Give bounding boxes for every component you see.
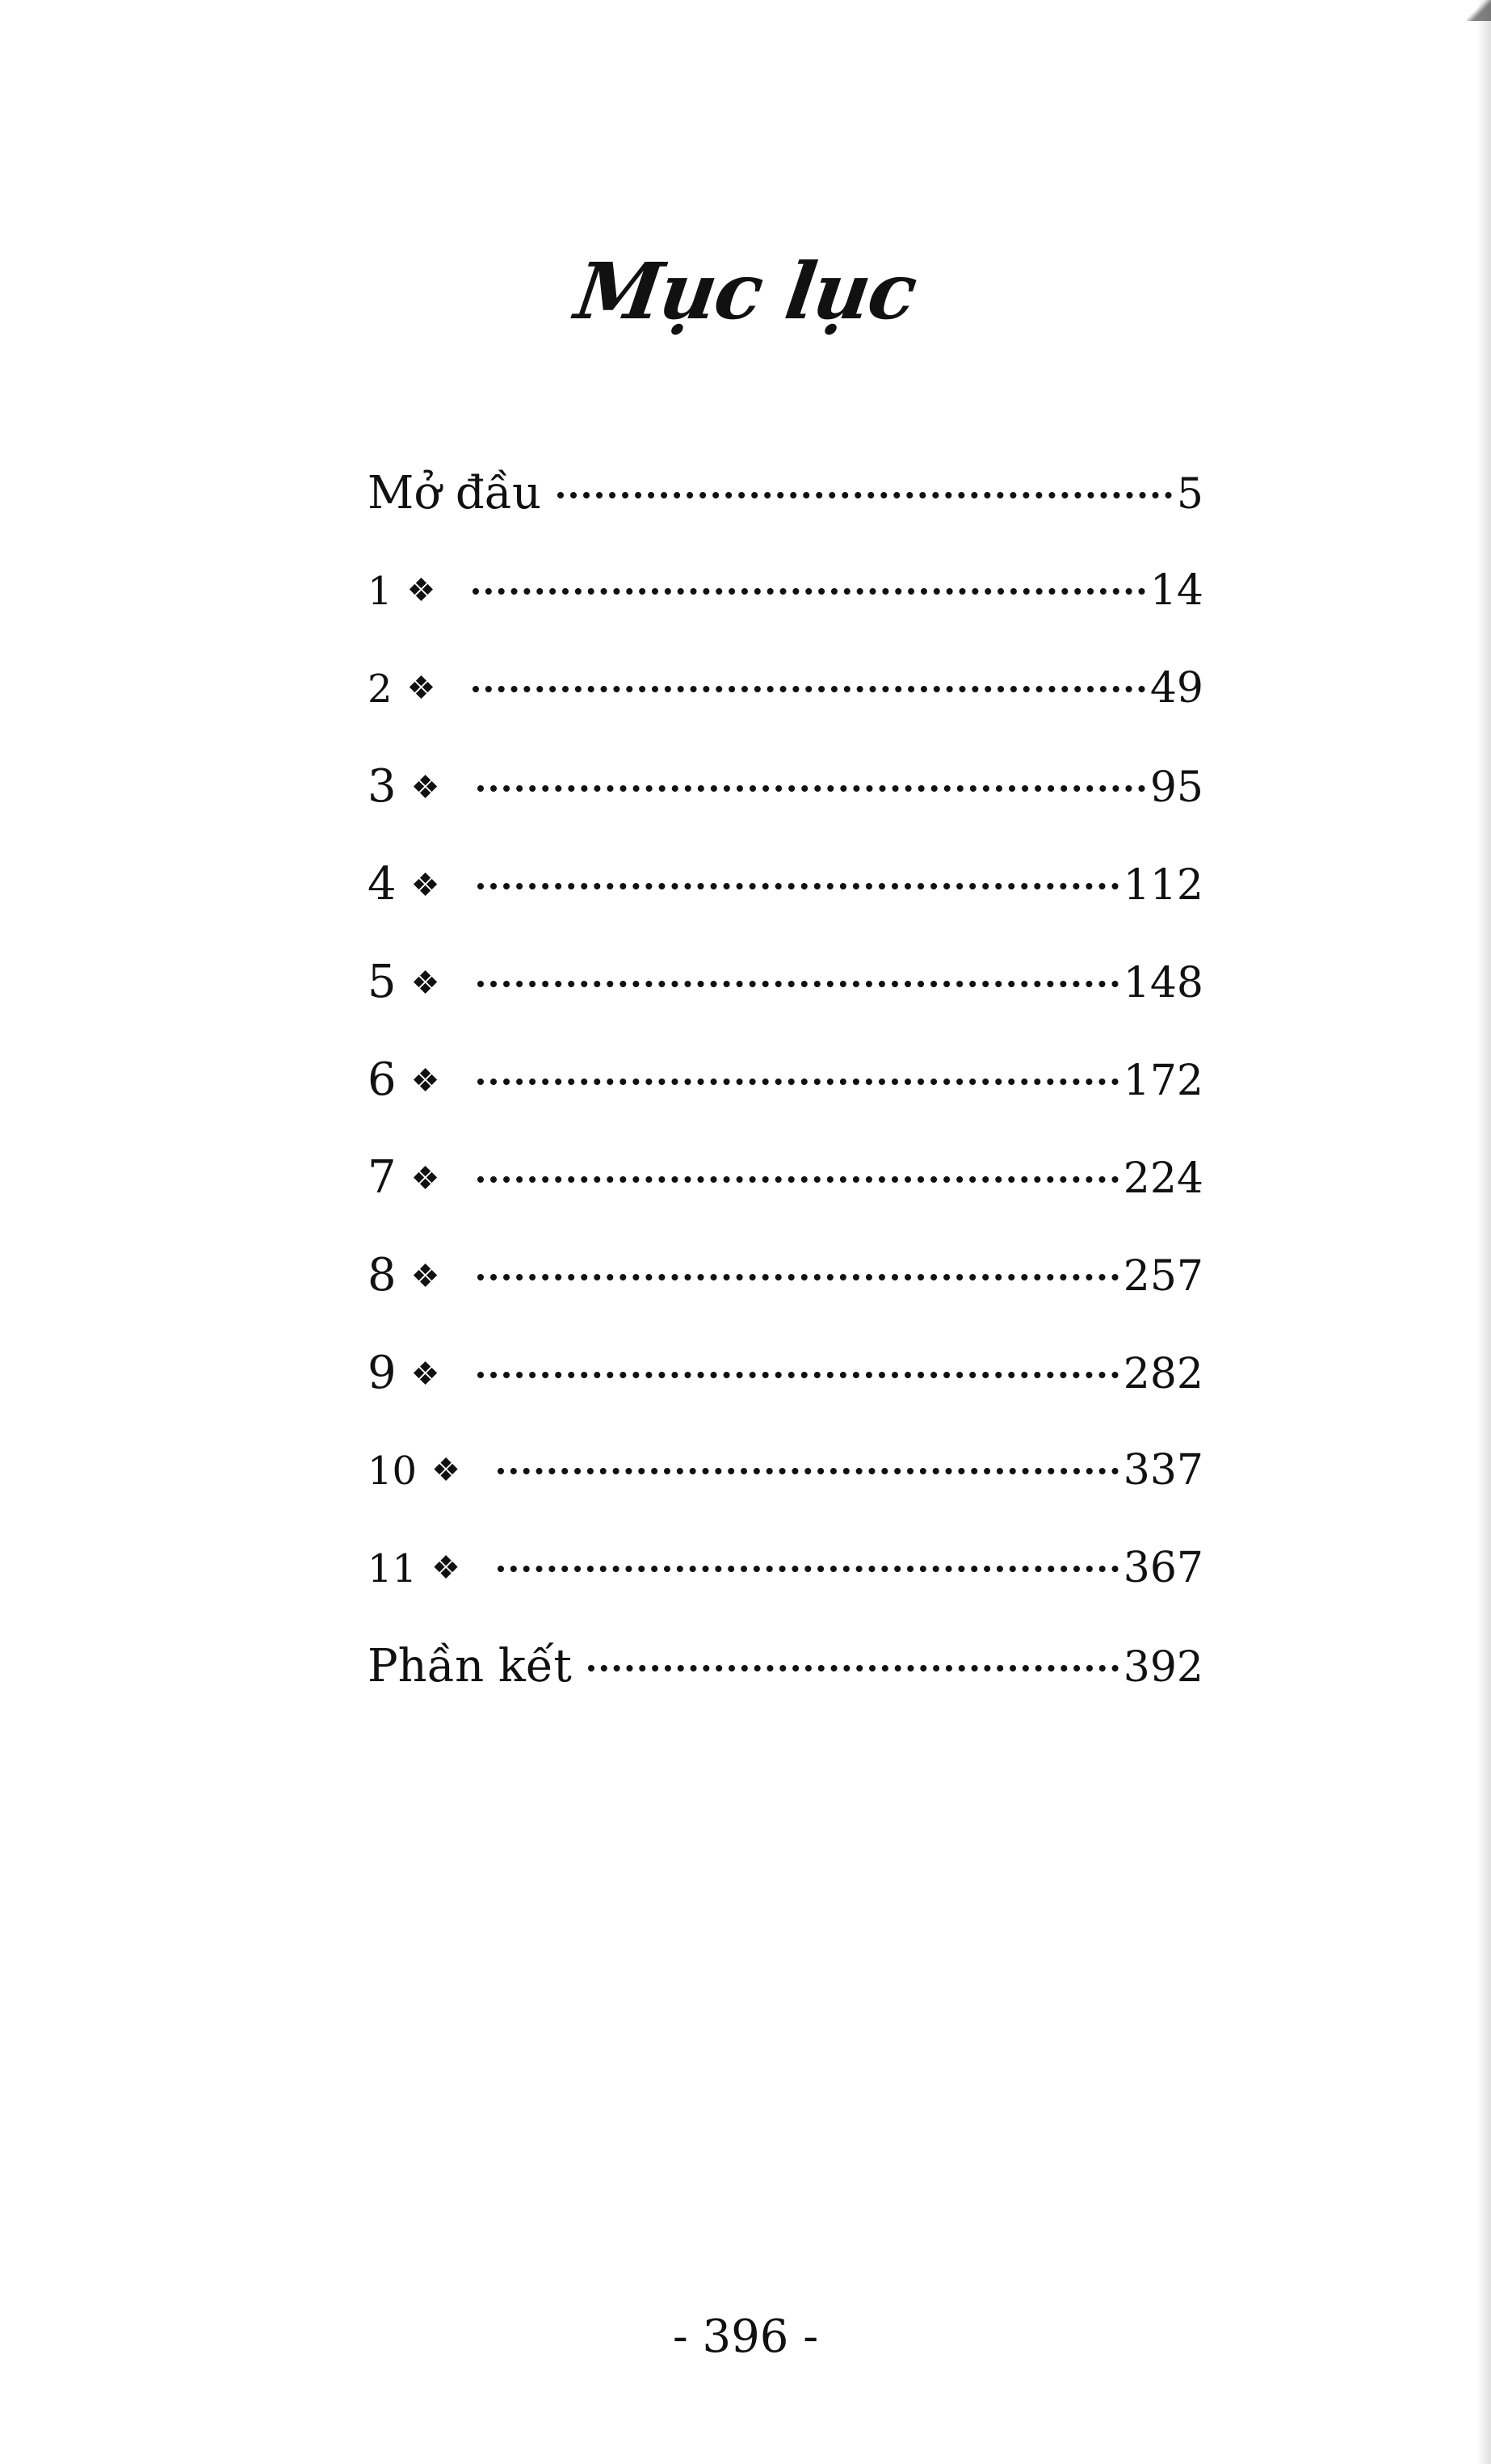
toc-entry-label: 5 bbox=[368, 956, 397, 1008]
diamond-bullet-icon: ❖ bbox=[410, 1160, 440, 1197]
toc-entry-label: 7 bbox=[368, 1151, 397, 1204]
toc-entry-page: 282 bbox=[1123, 1350, 1203, 1398]
dot-leader bbox=[588, 1665, 1119, 1671]
dot-leader bbox=[498, 1566, 1119, 1572]
toc-entry-chapter-8 bbox=[368, 1226, 1203, 1324]
diamond-bullet-icon: ❖ bbox=[406, 572, 436, 609]
page-number: - 396 - bbox=[672, 2311, 819, 2363]
diamond-bullet-icon: ❖ bbox=[410, 1062, 440, 1100]
table-of-contents bbox=[368, 444, 1203, 1715]
toc-entry-label: Mở đầu bbox=[368, 467, 542, 519]
toc-entry-label: 9 bbox=[368, 1347, 397, 1399]
page-edge-shadow bbox=[1476, 0, 1491, 2464]
toc-entry-page: 257 bbox=[1123, 1252, 1203, 1301]
toc-entry-page: 392 bbox=[1123, 1643, 1203, 1692]
toc-entry-label: 1 bbox=[368, 569, 393, 614]
diamond-bullet-icon: ❖ bbox=[410, 1258, 440, 1295]
toc-entry-label: Phần kết bbox=[368, 1640, 572, 1692]
page-corner-mark bbox=[1467, 0, 1491, 21]
toc-entry-label: 4 bbox=[368, 858, 397, 910]
toc-entry-page: 172 bbox=[1123, 1057, 1203, 1105]
toc-entry-page: 337 bbox=[1123, 1446, 1203, 1495]
diamond-bullet-icon: ❖ bbox=[410, 965, 440, 1002]
toc-entry-page: 5 bbox=[1176, 470, 1203, 519]
toc-entry-label: 11 bbox=[368, 1546, 418, 1592]
toc-entry-label: 3 bbox=[368, 760, 397, 813]
toc-entry-page: 148 bbox=[1123, 959, 1203, 1007]
toc-entry-intro bbox=[368, 444, 1203, 542]
diamond-bullet-icon: ❖ bbox=[406, 670, 436, 707]
dot-leader bbox=[477, 1176, 1119, 1183]
toc-entry-label: 10 bbox=[368, 1449, 418, 1494]
toc-entry-chapter-10 bbox=[368, 1422, 1203, 1520]
dot-leader bbox=[477, 785, 1145, 792]
toc-entry-page: 224 bbox=[1123, 1154, 1203, 1203]
toc-entry-chapter-9 bbox=[368, 1324, 1203, 1422]
dot-leader bbox=[477, 1079, 1119, 1085]
diamond-bullet-icon: ❖ bbox=[410, 867, 440, 904]
diamond-bullet-icon: ❖ bbox=[431, 1452, 460, 1489]
toc-entry-chapter-3 bbox=[368, 738, 1203, 835]
dot-leader bbox=[477, 981, 1119, 987]
dot-leader bbox=[498, 1468, 1119, 1474]
toc-entry-page: 14 bbox=[1149, 566, 1203, 615]
toc-entry-conclusion bbox=[368, 1617, 1203, 1715]
dot-leader bbox=[477, 883, 1119, 889]
toc-entry-page: 49 bbox=[1149, 664, 1203, 713]
toc-entry-chapter-7 bbox=[368, 1129, 1203, 1226]
toc-entry-chapter-2 bbox=[368, 640, 1203, 738]
toc-entry-chapter-1 bbox=[368, 542, 1203, 640]
toc-entry-label: 8 bbox=[368, 1249, 397, 1301]
toc-entry-label: 2 bbox=[368, 666, 393, 712]
toc-entry-label: 6 bbox=[368, 1053, 397, 1106]
diamond-bullet-icon: ❖ bbox=[410, 1356, 440, 1393]
toc-entry-chapter-4 bbox=[368, 835, 1203, 933]
toc-entry-chapter-6 bbox=[368, 1031, 1203, 1129]
page-title: Mục lục bbox=[569, 246, 922, 338]
dot-leader bbox=[557, 492, 1172, 498]
dot-leader bbox=[477, 1274, 1119, 1280]
toc-entry-page: 367 bbox=[1123, 1544, 1203, 1592]
diamond-bullet-icon: ❖ bbox=[431, 1549, 460, 1587]
toc-entry-chapter-5 bbox=[368, 933, 1203, 1031]
toc-entry-page: 112 bbox=[1123, 861, 1203, 910]
dot-leader bbox=[472, 588, 1144, 595]
dot-leader bbox=[477, 1372, 1119, 1378]
dot-leader bbox=[472, 686, 1144, 692]
toc-entry-chapter-11 bbox=[368, 1520, 1203, 1617]
diamond-bullet-icon: ❖ bbox=[410, 769, 440, 806]
toc-entry-page: 95 bbox=[1149, 763, 1203, 812]
